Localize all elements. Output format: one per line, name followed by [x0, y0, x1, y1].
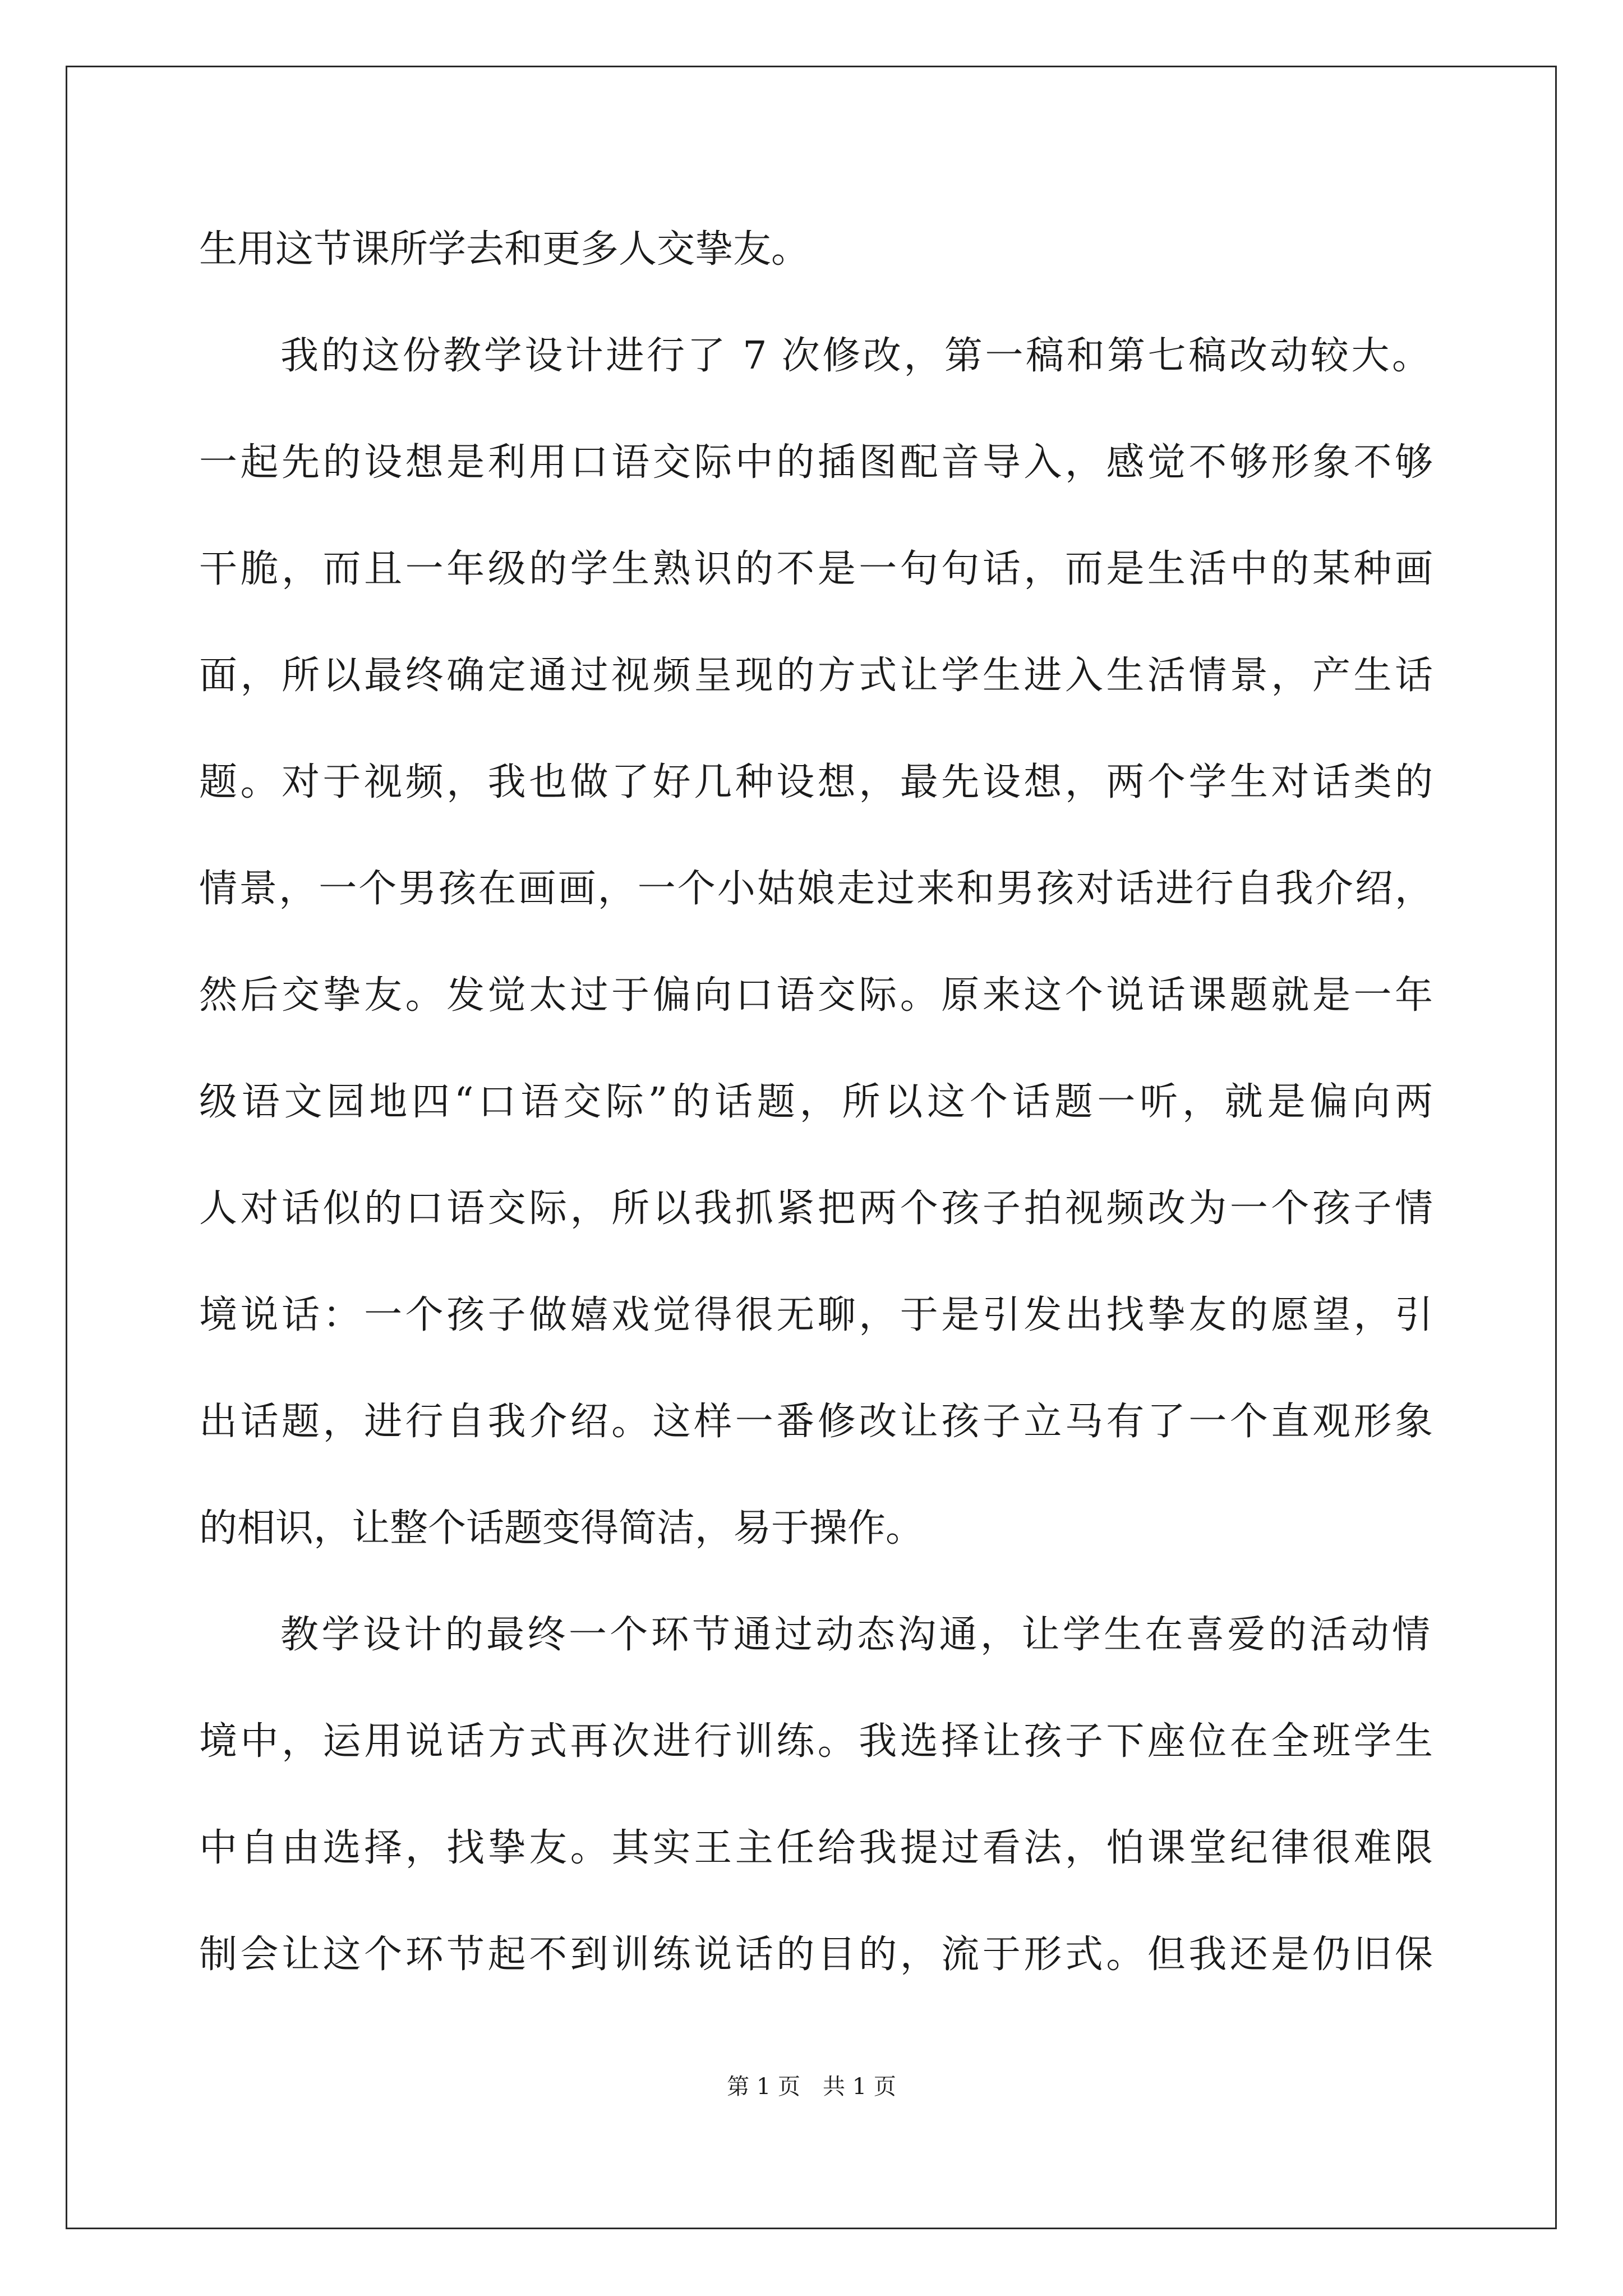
- text-line: 干脆，而且一年级的学生熟识的不是一句句话，而是生活中的某种画: [199, 547, 1433, 591]
- text-line: 级语文园地四“口语交际”的话题，所以这个话题一听，就是偏向两: [199, 1080, 1433, 1124]
- text-line: 中自由选择，找挚友。其实王主任给我提过看法，怕课堂纪律很难限: [199, 1826, 1433, 1870]
- text-line: 我的这份教学设计进行了 7 次修改，第一稿和第七稿改动较大。: [280, 334, 1430, 378]
- text-line: 出话题，进行自我介绍。这样一番修改让孩子立马有了一个直观形象: [199, 1400, 1433, 1444]
- text-line: 境说话：一个孩子做嬉戏觉得很无聊，于是引发出找挚友的愿望，引: [199, 1293, 1433, 1337]
- text-line: 一起先的设想是利用口语交际中的插图配音导入，感觉不够形象不够: [199, 440, 1433, 485]
- page-footer: [0, 2070, 1623, 2104]
- text-line: 生用这节课所学去和更多人交挚友。: [199, 227, 810, 272]
- text-line: 面，所以最终确定通过视频呈现的方式让学生进入生活情景，产生话: [199, 654, 1433, 698]
- text-line: 的相识，让整个话题变得简洁，易于操作。: [199, 1506, 924, 1550]
- page-total: 共 1 页: [823, 2074, 896, 2100]
- page-number: 第 1 页: [727, 2074, 800, 2100]
- text-line: 教学设计的最终一个环节通过动态沟通，让学生在喜爱的活动情: [280, 1613, 1430, 1657]
- text-line: 题。对于视频，我也做了好几种设想，最先设想，两个学生对话类的: [199, 760, 1433, 804]
- text-line: 人对话似的口语交际，所以我抓紧把两个孩子拍视频改为一个孩子情: [199, 1186, 1433, 1231]
- text-line: 制会让这个环节起不到训练说话的目的，流于形式。但我还是仍旧保: [199, 1932, 1433, 1977]
- text-line: 然后交挚友。发觉太过于偏向口语交际。原来这个说话课题就是一年: [199, 973, 1433, 1018]
- text-line: 情景，一个男孩在画画，一个小姑娘走过来和男孩对话进行自我介绍，: [199, 867, 1433, 911]
- text-line: 境中，运用说话方式再次进行训练。我选择让孩子下座位在全班学生: [199, 1719, 1433, 1764]
